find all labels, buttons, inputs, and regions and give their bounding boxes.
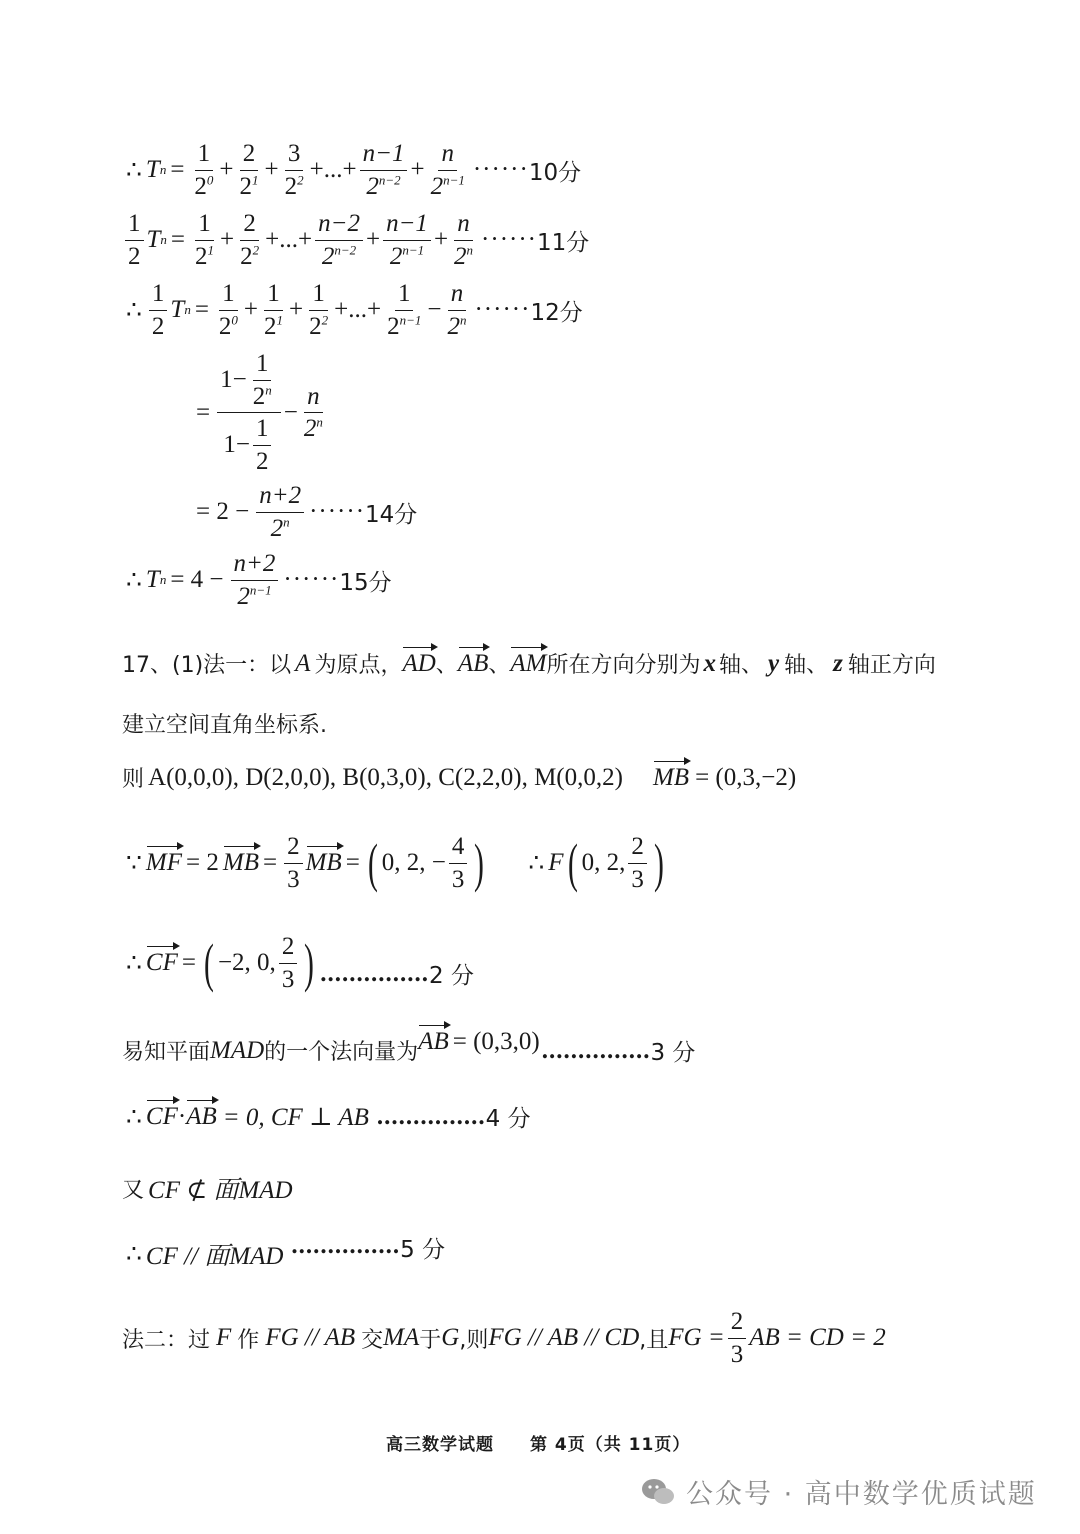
half-fraction: $\frac{1}{2}$ [125,210,144,270]
page-footer: 高三数学试题 第 4页（共 11页） [386,1435,691,1455]
coordinates-line: 则 A(0,0,0), D(2,0,0), B(0,3,0), C(2,2,0), M(0,0,2) MB = (0,3,−2) [122,763,797,792]
tn-subscript: n [160,232,167,247]
fraction: $\frac{n+2}{2^{n-1}}$ [231,550,279,610]
point-coordinates: A(0,0,0), D(2,0,0), B(0,3,0), C(2,2,0), M(0,0,2) [148,763,623,791]
tn-variable: T [146,226,161,253]
ellipsis: +...+ [265,226,313,253]
half-fraction: $\frac{1}{2}$ [149,280,168,340]
score-mark: 15分 [339,569,392,596]
score-mark: 12分 [530,299,583,326]
tn-line-3: ∴ $\frac{1}{2}$ T n = $\frac{1}{2^0}$ + $\frac{1}{2^1}$ + $\frac{1}{2^2}$ +...+ $\frac{1}{2^{n-1}}$ − $\frac{n}{2^n}$ ······ 12分 [126,280,583,340]
vector-cf: CF [145,949,178,976]
watermark [640,1472,1037,1511]
vector-ad: AD [402,649,436,677]
mf-line: ∵ MF = 2 MB = $\frac{2}{3}$ MB = ( 0, 2, − $\frac{4}{3}$ ) ∴ F ( 0, 2, $\frac{2}{3}$ ) [126,833,664,893]
point-f: F [548,849,564,876]
fraction: $\frac{2}{3}$ [279,933,298,993]
fraction: $\frac{n}{2^n}$ [447,280,467,340]
score-mark: 14分 [365,501,418,528]
vector-mf: MF [145,849,183,876]
leader-dots: ······ [283,566,340,593]
fraction: $\frac{2}{3}$ [728,1308,747,1368]
tn-variable: T [170,296,185,323]
vector-mb: MB [652,763,690,791]
fraction: $\frac{n-1}{2^{n-2}}$ [360,140,408,200]
ellipsis: +...+ [309,156,357,183]
therefore-symbol: ∴ [126,157,142,184]
fraction: $\frac{n}{2^{n-1}}$ [430,140,465,200]
fraction: $\frac{1}{2^0}$ [218,280,238,340]
fraction: $\frac{1}{2^1}$ [195,210,215,270]
wechat-icon [640,1477,676,1507]
compound-fraction: 1− $\frac{1}{2^n}$ 1− $\frac{1}{2}$ [217,350,281,475]
vector-am: AM [510,649,547,677]
tn-subscript: n [159,162,167,177]
tn-line-1: ∴ T n = $\frac{1}{2^0}$ + $\frac{2}{2^1}$ + $\frac{3}{2^2}$ +...+ $\frac{n-1}{2^{n-2}}$ + $\frac{n}{2^{n-1}}$ ······ 10分 [126,140,582,200]
therefore-symbol: ∴ [126,567,142,594]
fraction: $\frac{2}{3}$ [284,833,303,893]
therefore-symbol: ∴ [126,297,142,324]
watermark-text: 公众号 · 高中数学优质试题 [686,1479,1037,1510]
fraction: $\frac{n+2}{2^n}$ [256,482,304,542]
equals-sign: = [196,398,211,426]
fraction: $\frac{2}{2^2}$ [240,210,260,270]
cf-line: ∴ CF = ( −2, 0, $\frac{2}{3}$ ) ............... 2 分 [126,933,474,993]
q17-intro: 17、(1)法一：以 A 为原点， AD 、 AB 、 AM 所在方向分别为 x 轴、 y 轴、 z 轴正方向 [122,649,936,678]
leader-dots: ······ [309,498,366,525]
fraction: $\frac{1}{2^0}$ [194,140,214,200]
tn-subscript: n [184,302,191,317]
fraction: $\frac{3}{2^2}$ [284,140,304,200]
score-mark: 3 分 [650,1040,696,1066]
leader-dots: ······ [474,296,531,323]
tn-line-4: = 1− $\frac{1}{2^n}$ 1− $\frac{1}{2}$ − $\frac{n}{2^n}$ [192,350,329,475]
fraction: $\frac{2}{3}$ [628,833,647,893]
score-mark: 10分 [528,159,582,186]
score-mark: 5 分 [400,1236,446,1263]
fraction: $\frac{n}{2^n}$ [454,210,474,270]
fraction: $\frac{1}{2^2}$ [309,280,329,340]
tn-line-5: = 2 − $\frac{n+2}{2^n}$ ······ 14分 [196,482,418,542]
score-mark: 11分 [537,229,590,256]
tn-line-2: $\frac{1}{2}$ T n = $\frac{1}{2^1}$ + $\frac{2}{2^2}$ +...+ $\frac{n-2}{2^{n-2}}$ + $\frac{n-1}{2^{n-1}}$ + $\frac{n}{2^n}$ ······ 11分 [122,210,589,270]
tn-variable: T [145,566,160,593]
fraction: $\frac{n-2}{2^{n-2}}$ [315,210,363,270]
tn-variable: T [145,156,160,183]
fraction: $\frac{4}{3}$ [449,833,468,893]
score-mark: 4 分 [485,1106,531,1132]
ellipsis: +...+ [334,296,382,323]
fraction: $\frac{1}{2^{n-1}}$ [387,280,422,340]
fraction: $\frac{n}{2^n}$ [303,382,323,442]
equals-sign: = [170,156,185,183]
fraction: $\frac{2}{2^1}$ [239,140,259,200]
fraction: $\frac{1}{2^1}$ [264,280,284,340]
score-mark: 2 分 [429,963,474,989]
method-two-line: 法二：过 F 作 FG // AB 交 MA 于 G ,则 FG // AB // CD ,且 FG = $\frac{2}{3}$ AB = CD = 2 [122,1308,886,1368]
leader-dots: ······ [472,156,529,183]
fraction: $\frac{n-1}{2^{n-1}}$ [383,210,431,270]
tn-line-6: ∴ T n = 4 − $\frac{n+2}{2^{n-1}}$ ······ 15分 [126,550,392,610]
dot-product-line: ∴ CF · AB = 0, CF ⊥ AB ............... 4 分 [122,1100,531,1133]
leader-dots: ······ [481,226,537,253]
not-in-plane-line: 又 CF ⊄ 面MAD [122,1177,293,1204]
vector-ab: AB [457,649,489,677]
q17-intro-2: 建立空间直角坐标系. [122,713,327,738]
parallel-line: ∴ CF // 面MAD ............... 5 分 [126,1232,446,1270]
normal-vector-line: 易知平面 MAD 的一个法向量为 AB = (0,3,0) ............... 3 分 [122,1027,696,1066]
